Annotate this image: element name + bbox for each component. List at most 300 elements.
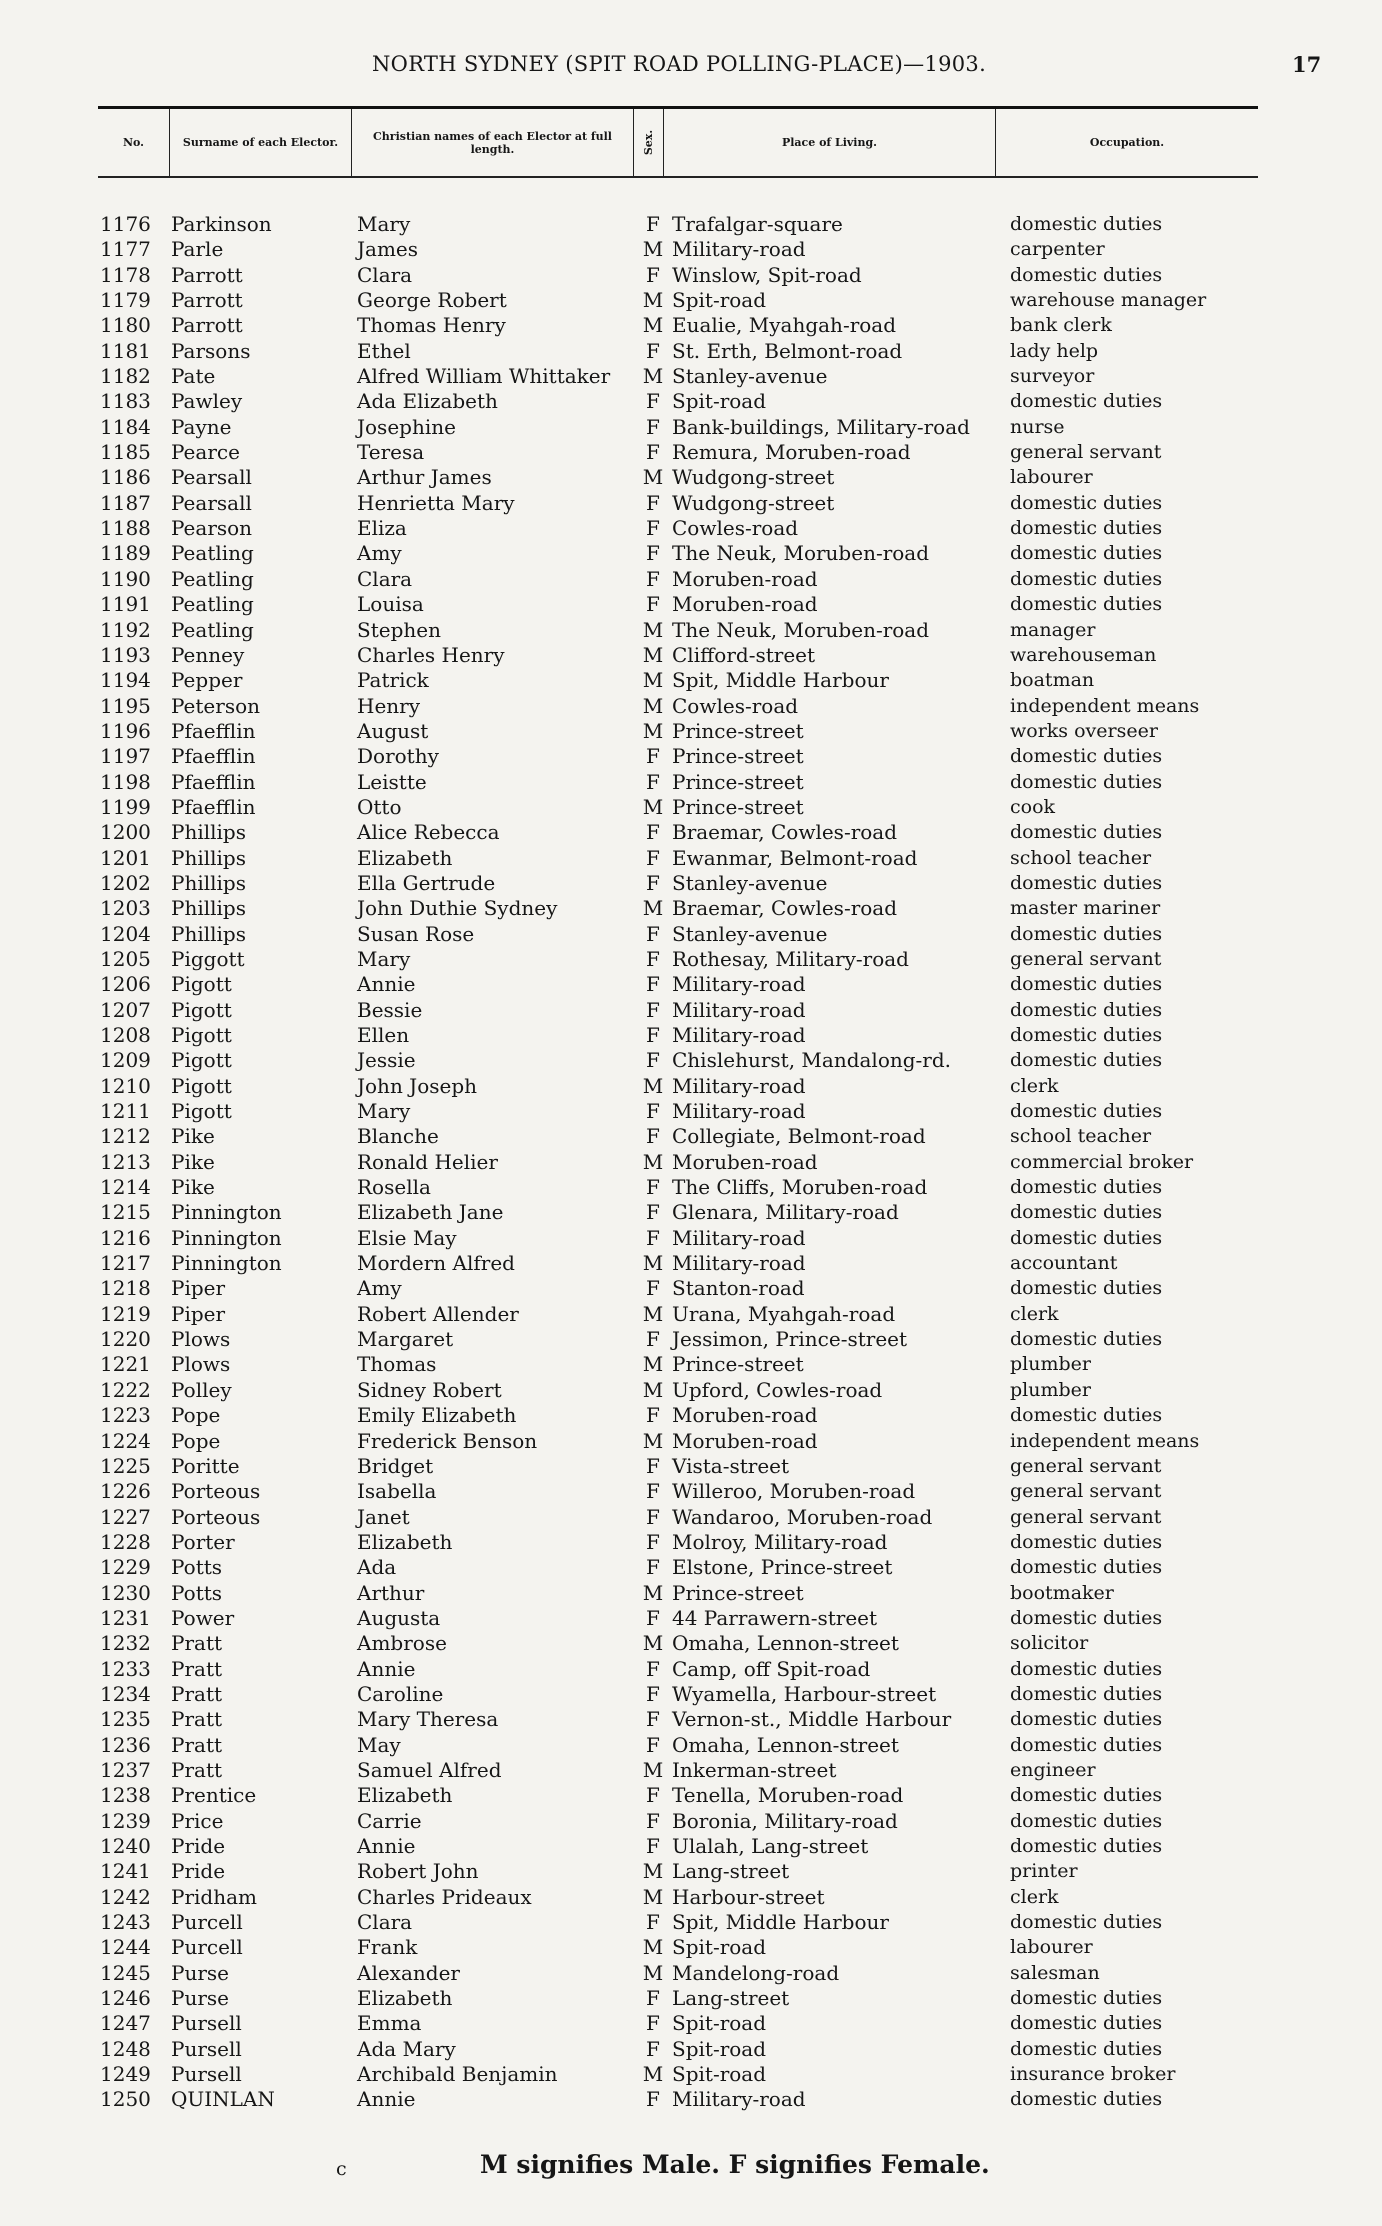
table-row (0, 998, 1382, 1023)
elector-place-of-living: Remura, Moruben-road (672, 440, 911, 465)
elector-occupation: domestic duties (1010, 1049, 1163, 1072)
elector-christian-names: Archibald Benjamin (357, 2062, 558, 2087)
elector-surname: Purse (171, 1986, 229, 2011)
elector-occupation: domestic duties (1010, 542, 1163, 565)
elector-number: 1233 (100, 1656, 151, 1681)
column-header-surname: Surname of each Elector. (170, 109, 352, 176)
table-row (0, 339, 1382, 364)
elector-number: 1206 (100, 972, 151, 997)
elector-number: 1235 (100, 1707, 151, 1732)
elector-surname: Pike (171, 1124, 215, 1149)
elector-occupation: warehouse manager (1010, 289, 1207, 312)
elector-sex: M (642, 1884, 664, 1909)
elector-occupation: school teacher (1010, 846, 1152, 869)
elector-surname: Pfaefflin (171, 744, 256, 769)
elector-christian-names: Bridget (357, 1453, 434, 1478)
elector-occupation: labourer (1010, 466, 1093, 489)
elector-sex: F (646, 1327, 660, 1352)
elector-surname: Pinnington (171, 1251, 282, 1276)
elector-christian-names: Emily Elizabeth (357, 1403, 517, 1428)
table-row (0, 1200, 1382, 1225)
elector-sex: M (642, 896, 664, 921)
table-row (0, 1378, 1382, 1403)
elector-sex: F (646, 1403, 660, 1428)
elector-christian-names: Samuel Alfred (357, 1757, 502, 1782)
elector-surname: Phillips (171, 820, 246, 845)
elector-occupation: plumber (1010, 1353, 1091, 1376)
elector-place-of-living: Willeroo, Moruben-road (672, 1479, 916, 1504)
elector-place-of-living: Spit-road (672, 2036, 767, 2061)
elector-occupation: domestic duties (1010, 871, 1163, 894)
elector-place-of-living: Moruben-road (672, 592, 818, 617)
elector-occupation: domestic duties (1010, 1100, 1163, 1123)
elector-place-of-living: Lang-street (672, 1859, 790, 1884)
elector-number: 1184 (100, 414, 151, 439)
elector-occupation: clerk (1010, 1074, 1059, 1097)
elector-surname: Piper (171, 1301, 226, 1326)
table-row (0, 2037, 1382, 2062)
elector-number: 1247 (100, 2011, 151, 2036)
table-row (0, 744, 1382, 769)
elector-number: 1250 (100, 2087, 151, 2112)
elector-number: 1213 (100, 1149, 151, 1174)
elector-surname: Piggott (171, 946, 245, 971)
elector-christian-names: Ada (357, 1555, 397, 1580)
elector-christian-names: Thomas (357, 1352, 437, 1377)
elector-occupation: lady help (1010, 339, 1099, 362)
elector-occupation: domestic duties (1010, 1682, 1163, 1705)
elector-christian-names: Mary Theresa (357, 1707, 499, 1732)
elector-christian-names: Frederick Benson (357, 1428, 538, 1453)
elector-christian-names: Janet (357, 1504, 410, 1529)
elector-sex: M (642, 1301, 664, 1326)
table-row (0, 947, 1382, 972)
elector-sex: F (646, 1529, 660, 1554)
elector-christian-names: Elizabeth (357, 1986, 453, 2011)
elector-occupation: domestic duties (1010, 1328, 1163, 1351)
elector-surname: Pigott (171, 1023, 232, 1047)
page-number: 17 (1292, 52, 1322, 77)
elector-surname: Pratt (171, 1707, 223, 1732)
elector-surname: Purse (171, 1960, 229, 1985)
elector-surname: Pearsall (171, 490, 252, 515)
elector-christian-names: Frank (357, 1935, 418, 1960)
elector-list (0, 212, 1382, 2113)
elector-surname: Pfaefflin (171, 794, 256, 819)
elector-occupation: plumber (1010, 1378, 1091, 1401)
elector-number: 1234 (100, 1681, 151, 1706)
elector-place-of-living: Clifford-street (672, 642, 816, 667)
elector-occupation: domestic duties (1010, 1024, 1163, 1046)
column-header-place: Place of Living. (664, 109, 996, 176)
column-header-christian-names: Christian names of each Elector at full length. (352, 109, 634, 176)
table-row (0, 1352, 1382, 1377)
elector-surname: Pursell (171, 2062, 242, 2087)
elector-surname: Prentice (171, 1783, 257, 1808)
table-row (0, 846, 1382, 871)
elector-occupation: general servant (1010, 947, 1162, 970)
elector-sex: F (646, 769, 660, 794)
elector-place-of-living: Wandaroo, Moruben-road (672, 1504, 933, 1529)
elector-occupation: domestic duties (1010, 213, 1163, 235)
elector-surname: Pigott (171, 1099, 232, 1124)
elector-surname: Pepper (171, 668, 243, 693)
elector-occupation: bootmaker (1010, 1581, 1114, 1604)
elector-number: 1183 (100, 389, 151, 414)
elector-surname: Parrott (171, 288, 243, 313)
elector-christian-names: Robert John (357, 1859, 479, 1884)
elector-occupation: independent means (1010, 694, 1200, 717)
elector-place-of-living: Camp, off Spit-road (672, 1656, 871, 1681)
elector-place-of-living: Cowles-road (672, 693, 799, 718)
elector-christian-names: Amy (357, 541, 402, 566)
elector-sex: M (642, 1757, 664, 1782)
elector-occupation: domestic duties (1010, 1733, 1163, 1756)
elector-number: 1231 (100, 1605, 151, 1630)
elector-sex: M (642, 288, 664, 313)
table-row (0, 2011, 1382, 2036)
elector-number: 1222 (100, 1377, 151, 1402)
elector-christian-names: Amy (357, 1276, 402, 1301)
elector-place-of-living: Stanley-avenue (672, 921, 828, 946)
elector-occupation: general servant (1010, 1505, 1162, 1528)
elector-occupation: domestic duties (1010, 1708, 1163, 1731)
elector-number: 1246 (100, 1986, 151, 2011)
elector-surname: Pride (171, 1834, 226, 1858)
elector-surname: Pfaefflin (171, 769, 256, 794)
elector-number: 1195 (100, 693, 151, 718)
elector-surname: Pratt (171, 1732, 223, 1757)
table-row (0, 1124, 1382, 1149)
elector-number: 1242 (100, 1884, 151, 1909)
elector-christian-names: Annie (357, 1656, 416, 1681)
elector-place-of-living: Winslow, Spit-road (672, 262, 862, 287)
elector-place-of-living: Stanley-avenue (672, 364, 828, 389)
elector-sex: M (642, 1631, 664, 1656)
elector-place-of-living: Lang-street (672, 1986, 790, 2011)
table-row (0, 896, 1382, 921)
elector-sex: F (646, 1099, 660, 1124)
elector-place-of-living: Military-road (672, 1099, 806, 1124)
elector-number: 1176 (100, 212, 151, 236)
elector-sex: F (646, 592, 660, 617)
elector-surname: Peatling (171, 592, 254, 617)
elector-christian-names: Jessie (357, 1048, 416, 1073)
elector-number: 1190 (100, 566, 151, 591)
elector-number: 1197 (100, 744, 151, 769)
elector-surname: Porteous (171, 1479, 261, 1504)
elector-surname: Purcell (171, 1935, 243, 1960)
elector-place-of-living: Prince-street (672, 794, 804, 819)
table-row (0, 1606, 1382, 1631)
elector-occupation: general servant (1010, 1454, 1162, 1477)
elector-place-of-living: Spit-road (672, 2062, 767, 2087)
table-row (0, 1682, 1382, 1707)
elector-occupation: printer (1010, 1860, 1078, 1883)
table-row (0, 922, 1382, 947)
elector-sex: F (646, 541, 660, 566)
elector-surname: Peatling (171, 617, 254, 642)
elector-christian-names: Emma (357, 2011, 422, 2036)
column-header-no: No. (98, 109, 170, 176)
elector-surname: Pursell (171, 2011, 242, 2036)
elector-surname: Pigott (171, 1048, 232, 1073)
elector-christian-names: John Duthie Sydney (357, 896, 558, 921)
elector-sex: F (646, 1605, 660, 1630)
elector-sex: F (646, 1023, 660, 1047)
table-row (0, 1074, 1382, 1099)
elector-number: 1196 (100, 718, 151, 743)
elector-number: 1194 (100, 668, 151, 693)
table-row (0, 1758, 1382, 1783)
elector-surname: Pearsall (171, 465, 252, 490)
elector-surname: Phillips (171, 896, 246, 921)
elector-occupation: domestic duties (1010, 593, 1163, 616)
table-row (0, 1657, 1382, 1682)
elector-christian-names: Arthur James (357, 465, 492, 490)
elector-sex: M (642, 1935, 664, 1960)
table-row (0, 1251, 1382, 1276)
elector-occupation: clerk (1010, 1885, 1059, 1908)
elector-christian-names: Caroline (357, 1681, 444, 1706)
elector-sex: F (646, 1834, 660, 1858)
elector-surname: Piper (171, 1276, 226, 1301)
elector-sex: F (646, 1276, 660, 1301)
table-row (0, 1986, 1382, 2011)
elector-christian-names: Thomas Henry (357, 313, 506, 338)
table-row (0, 389, 1382, 414)
elector-sex: F (646, 1479, 660, 1504)
table-row (0, 2062, 1382, 2087)
elector-surname: Polley (171, 1377, 232, 1402)
elector-place-of-living: Wudgong-street (672, 465, 835, 490)
table-row (0, 516, 1382, 541)
elector-occupation: domestic duties (1010, 770, 1163, 793)
elector-sex: F (646, 389, 660, 414)
elector-place-of-living: Rothesay, Military-road (672, 946, 909, 971)
elector-number: 1188 (100, 516, 151, 541)
table-row (0, 415, 1382, 440)
elector-occupation: cook (1010, 795, 1056, 818)
elector-place-of-living: Ewanmar, Belmont-road (672, 845, 918, 870)
elector-number: 1210 (100, 1073, 151, 1098)
table-row (0, 1530, 1382, 1555)
elector-sex: F (646, 2087, 660, 2112)
elector-number: 1199 (100, 794, 151, 819)
elector-number: 1185 (100, 440, 151, 465)
elector-sex: F (646, 1707, 660, 1732)
elector-surname: Phillips (171, 870, 246, 895)
elector-sex: F (646, 2036, 660, 2061)
elector-christian-names: Augusta (357, 1605, 441, 1630)
elector-number: 1241 (100, 1859, 151, 1884)
elector-occupation: clerk (1010, 1302, 1059, 1325)
elector-surname: Pfaefflin (171, 718, 256, 743)
elector-number: 1179 (100, 288, 151, 313)
elector-surname: Peatling (171, 566, 254, 591)
elector-occupation: domestic duties (1010, 1226, 1163, 1249)
elector-sex: F (646, 820, 660, 845)
elector-christian-names: Susan Rose (357, 921, 475, 946)
table-row (0, 212, 1382, 237)
elector-occupation: domestic duties (1010, 998, 1163, 1021)
elector-number: 1180 (100, 313, 151, 338)
elector-number: 1203 (100, 896, 151, 921)
elector-surname: Penney (171, 642, 245, 667)
elector-place-of-living: Harbour-street (672, 1884, 825, 1909)
table-row (0, 288, 1382, 313)
elector-surname: Parrott (171, 262, 243, 287)
elector-place-of-living: Tenella, Moruben-road (672, 1783, 904, 1808)
table-row (0, 719, 1382, 744)
elector-place-of-living: Mandelong-road (672, 1960, 840, 1985)
elector-surname: Potts (171, 1580, 223, 1605)
elector-place-of-living: Military-road (672, 1023, 806, 1047)
table-row (0, 770, 1382, 795)
elector-place-of-living: Military-road (672, 972, 806, 997)
elector-number: 1228 (100, 1529, 151, 1554)
elector-number: 1232 (100, 1631, 151, 1656)
elector-sex: F (646, 1986, 660, 2011)
elector-occupation: domestic duties (1010, 1784, 1163, 1807)
elector-number: 1219 (100, 1301, 151, 1326)
elector-surname: Pearson (171, 516, 253, 541)
elector-surname: Pridham (171, 1884, 257, 1909)
table-row (0, 643, 1382, 668)
elector-surname: Pigott (171, 1073, 232, 1098)
elector-christian-names: Arthur (357, 1580, 425, 1605)
elector-place-of-living: Prince-street (672, 1580, 804, 1605)
elector-occupation: nurse (1010, 415, 1065, 438)
elector-occupation: manager (1010, 618, 1096, 641)
elector-christian-names: Teresa (357, 440, 425, 465)
elector-place-of-living: Omaha, Lennon-street (672, 1732, 899, 1757)
table-row (0, 1175, 1382, 1200)
elector-sex: F (646, 212, 660, 236)
elector-number: 1202 (100, 870, 151, 895)
elector-sex: F (646, 1656, 660, 1681)
elector-surname: Power (171, 1605, 235, 1630)
elector-surname: Parrott (171, 313, 243, 338)
elector-place-of-living: Spit-road (672, 389, 767, 414)
elector-number: 1193 (100, 642, 151, 667)
elector-sex: F (646, 440, 660, 465)
elector-sex: F (646, 1200, 660, 1225)
elector-sex: F (646, 946, 660, 971)
elector-sex: M (642, 1960, 664, 1985)
table-row (0, 592, 1382, 617)
elector-place-of-living: Stanley-avenue (672, 870, 828, 895)
elector-christian-names: Elsie May (357, 1225, 457, 1250)
elector-number: 1236 (100, 1732, 151, 1757)
elector-number: 1189 (100, 541, 151, 566)
elector-place-of-living: Military-road (672, 1073, 806, 1098)
table-row (0, 1403, 1382, 1428)
table-row (0, 1783, 1382, 1808)
elector-surname: Pigott (171, 997, 232, 1022)
elector-christian-names: Mary (357, 1099, 411, 1124)
elector-christian-names: Alice Rebecca (357, 820, 500, 845)
elector-place-of-living: Stanton-road (672, 1276, 805, 1301)
elector-christian-names: Elizabeth (357, 845, 453, 870)
elector-christian-names: Alfred William Whittaker (357, 364, 611, 389)
elector-christian-names: Charles Prideaux (357, 1884, 532, 1909)
elector-christian-names: Ella Gertrude (357, 870, 496, 895)
elector-christian-names: Eliza (357, 516, 407, 541)
table-row (0, 668, 1382, 693)
elector-sex: M (642, 313, 664, 338)
elector-number: 1192 (100, 617, 151, 642)
elector-place-of-living: Military-road (672, 237, 806, 262)
elector-christian-names: Josephine (357, 414, 456, 439)
table-row (0, 1327, 1382, 1352)
elector-christian-names: James (357, 237, 419, 262)
elector-sex: F (646, 516, 660, 541)
table-row (0, 1555, 1382, 1580)
elector-number: 1186 (100, 465, 151, 490)
elector-occupation: domestic duties (1010, 1404, 1163, 1427)
elector-sex: F (646, 1732, 660, 1757)
elector-place-of-living: Spit, Middle Harbour (672, 668, 889, 693)
elector-sex: F (646, 1808, 660, 1833)
table-row (0, 1809, 1382, 1834)
elector-sex: F (646, 1681, 660, 1706)
elector-number: 1198 (100, 769, 151, 794)
elector-christian-names: Otto (357, 794, 402, 819)
elector-sex: F (646, 997, 660, 1022)
elector-christian-names: Mary (357, 212, 411, 236)
elector-number: 1181 (100, 338, 151, 363)
table-row (0, 313, 1382, 338)
elector-surname: Potts (171, 1555, 223, 1580)
elector-christian-names: Elizabeth (357, 1783, 453, 1808)
elector-place-of-living: Spit, Middle Harbour (672, 1910, 889, 1935)
elector-surname: Pike (171, 1149, 215, 1174)
elector-occupation: commercial broker (1010, 1150, 1194, 1173)
elector-number: 1211 (100, 1099, 151, 1124)
column-headers (98, 109, 1258, 178)
elector-occupation: domestic duties (1010, 390, 1163, 413)
elector-surname: Parsons (171, 338, 251, 363)
elector-place-of-living: Glenara, Military-road (672, 1200, 899, 1225)
elector-place-of-living: Moruben-road (672, 1403, 818, 1428)
elector-surname: Pike (171, 1175, 215, 1200)
table-row (0, 1429, 1382, 1454)
table-row (0, 2087, 1382, 2112)
elector-christian-names: Ada Elizabeth (357, 389, 498, 414)
elector-place-of-living: The Cliffs, Moruben-road (672, 1175, 928, 1200)
elector-sex: F (646, 262, 660, 287)
table-row (0, 1885, 1382, 1910)
elector-christian-names: Annie (357, 2087, 416, 2112)
elector-christian-names: Henrietta Mary (357, 490, 515, 515)
elector-number: 1229 (100, 1555, 151, 1580)
elector-number: 1245 (100, 1960, 151, 1985)
elector-number: 1230 (100, 1580, 151, 1605)
elector-surname: Phillips (171, 921, 246, 946)
elector-place-of-living: Moruben-road (672, 1428, 818, 1453)
elector-occupation: domestic duties (1010, 922, 1163, 945)
elector-surname: Phillips (171, 845, 246, 870)
elector-surname: Parle (171, 237, 224, 262)
elector-place-of-living: The Neuk, Moruben-road (672, 617, 930, 642)
table-row (0, 1150, 1382, 1175)
table-row (0, 1479, 1382, 1504)
elector-occupation: domestic duties (1010, 1835, 1163, 1857)
elector-christian-names: Ambrose (357, 1631, 447, 1656)
elector-occupation: boatman (1010, 669, 1095, 692)
elector-number: 1214 (100, 1175, 151, 1200)
